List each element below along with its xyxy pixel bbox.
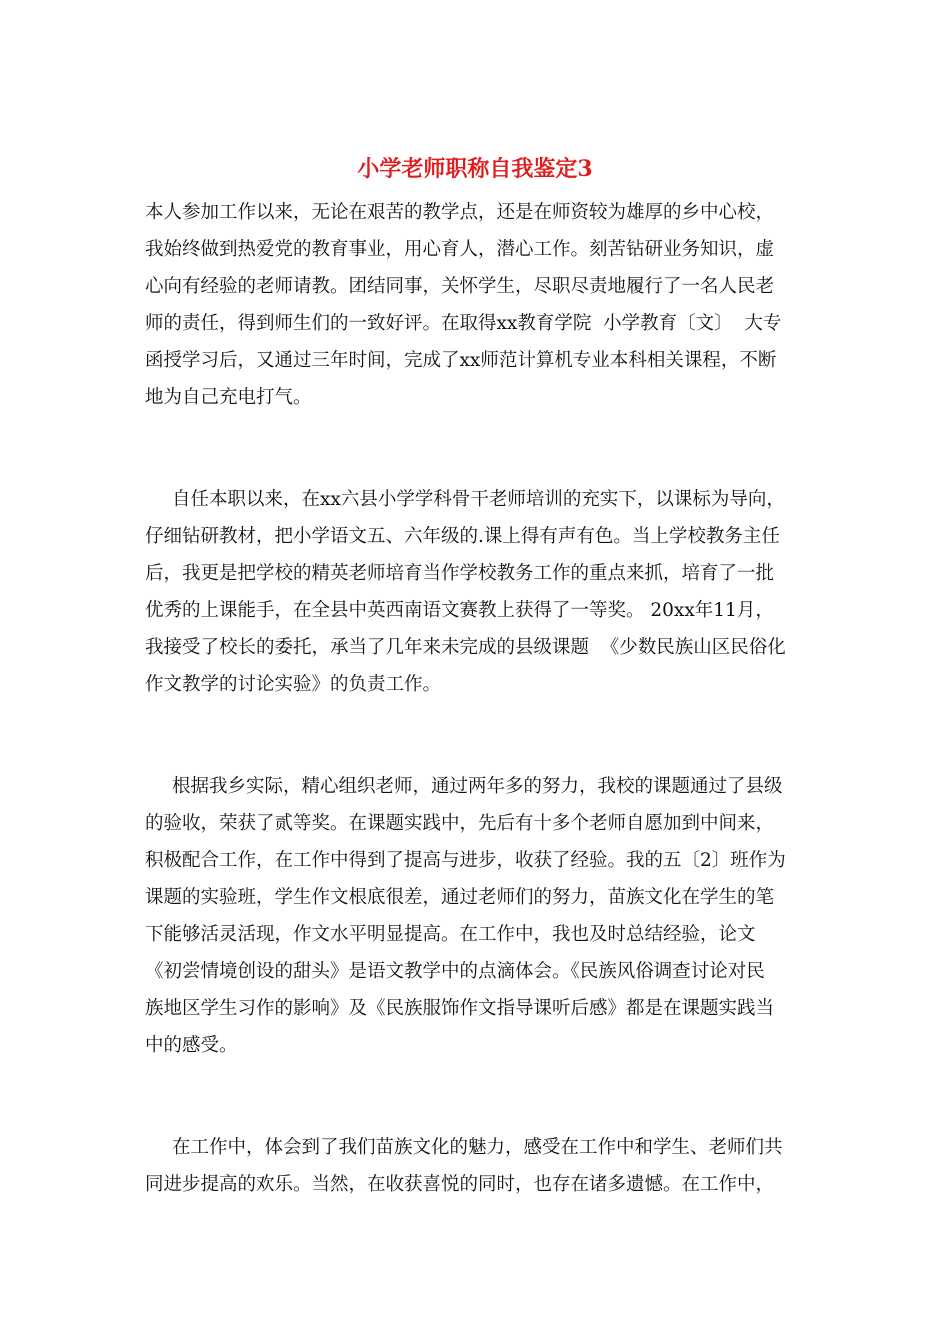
paragraph-4-line-1: 在工作中，体会到了我们苗族文化的魅力，感受在工作中和学生、老师们共 bbox=[172, 1137, 783, 1158]
paragraph-1-line-6: 地为自己充电打气。 bbox=[145, 387, 312, 408]
paragraph-4-line-2: 同进步提高的欢乐。当然，在收获喜悦的同时，也存在诸多遗憾。在工作中， bbox=[145, 1174, 775, 1195]
paragraph-1-line-1: 本人参加工作以来，无论在艰苦的教学点，还是在师资较为雄厚的乡中心校， bbox=[145, 202, 775, 223]
paragraph-1-line-2: 我始终做到热爱党的教育事业，用心育人，潜心工作。刻苦钻研业务知识，虚 bbox=[145, 239, 775, 260]
paragraph-3-line-8: 中的感受。 bbox=[145, 1035, 238, 1056]
paragraph-3-line-2: 的验收，荣获了贰等奖。在课题实践中，先后有十多个老师自愿加到中间来， bbox=[145, 813, 775, 834]
paragraph-2-line-5: 我接受了校长的委托，承当了几年来未完成的县级课题 《少数民族山区民俗化 bbox=[145, 637, 786, 658]
paragraph-3-line-6: 《初尝情境创设的甜头》是语文教学中的点滴体会。《民族风俗调查讨论对民 bbox=[145, 961, 765, 982]
paragraph-3-line-7: 族地区学生习作的影响》及《民族服饰作文指导课听后感》都是在课题实践当 bbox=[145, 998, 775, 1019]
paragraph-2-line-2: 仔细钻研教材，把小学语文五、六年级的.课上得有声有色。当上学校教务主任 bbox=[145, 526, 780, 547]
paragraph-2-line-4: 优秀的上课能手，在全县中英西南语文赛教上获得了一等奖。 20xx年11月， bbox=[145, 600, 774, 621]
paragraph-3-line-3: 积极配合工作，在工作中得到了提高与进步，收获了经验。我的五〔2〕班作为 bbox=[145, 850, 786, 871]
paragraph-1-line-4: 师的责任，得到师生们的一致好评。在取得xx教育学院 小学教育〔文〕 大专 bbox=[145, 313, 782, 334]
paragraph-3-line-5: 下能够活灵活现，作文水平明显提高。在工作中，我也及时总结经验，论文 bbox=[145, 924, 756, 945]
paragraph-2-line-1: 自任本职以来，在xx六县小学学科骨干老师培训的充实下，以课标为导向， bbox=[172, 489, 785, 510]
paragraph-1-line-5: 函授学习后，又通过三年时间，完成了xx师范计算机专业本科相关课程，不断 bbox=[145, 350, 777, 371]
paragraph-2-line-3: 后，我更是把学校的精英老师培育当作学校教务工作的重点来抓，培育了一批 bbox=[145, 563, 775, 584]
paragraph-1-line-3: 心向有经验的老师请教。团结同事，关怀学生，尽职尽责地履行了一名人民老 bbox=[145, 276, 775, 297]
paragraph-3-line-4: 课题的实验班，学生作文根底很差，通过老师们的努力，苗族文化在学生的笔 bbox=[145, 887, 775, 908]
paragraph-2-line-6: 作文教学的讨论实验》的负责工作。 bbox=[145, 674, 442, 695]
paragraph-3-line-1: 根据我乡实际，精心组织老师，通过两年多的努力，我校的课题通过了县级 bbox=[172, 776, 783, 797]
document-title: 小学老师职称自我鉴定3 bbox=[357, 156, 593, 182]
